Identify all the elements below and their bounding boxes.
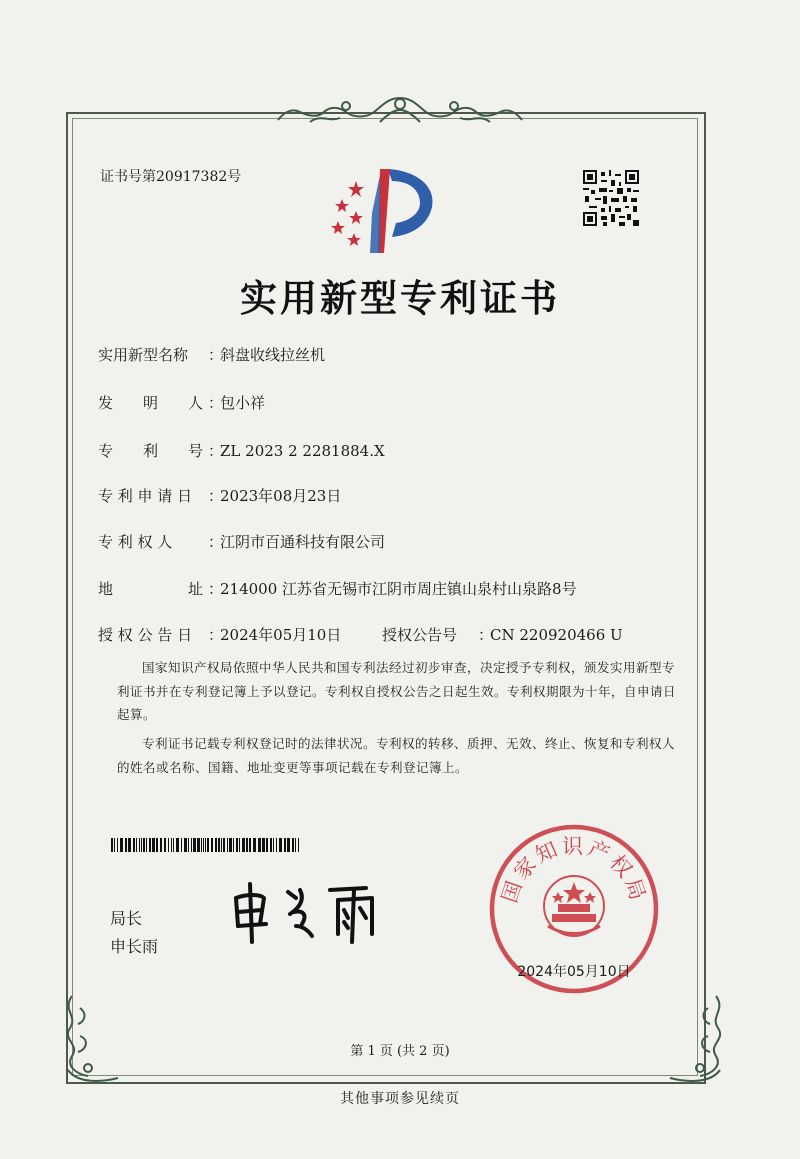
barcode-bar xyxy=(146,838,147,852)
field-label: 专 利 申 请 日 xyxy=(98,487,193,505)
seal-date: 2024年05月10日 xyxy=(517,964,631,980)
barcode-bar xyxy=(258,838,261,852)
statement-paragraph-2: 专利证书记载专利权登记时的法律状况。专利权的转移、质押、无效、终止、恢复和专利权人的姓名或名称、国籍、地址变更等事项记载在专利登记簿上。 xyxy=(117,736,676,775)
barcode-bar xyxy=(184,838,187,852)
barcode-bar xyxy=(173,838,174,852)
barcode-bar xyxy=(111,838,113,852)
barcode-bar xyxy=(125,838,127,852)
barcode-bar xyxy=(171,838,172,852)
field-application-date xyxy=(98,485,341,506)
barcode-bar xyxy=(128,838,131,852)
barcode-bar xyxy=(205,838,206,852)
barcode-bar xyxy=(176,838,179,852)
field-patent-number xyxy=(98,440,385,461)
certificate-number: 证书号第20917382号 xyxy=(100,169,242,185)
barcode-bar xyxy=(143,838,145,852)
cnipa-logo-icon xyxy=(326,163,438,255)
barcode-bar xyxy=(164,838,166,852)
field-value: 214000 江苏省无锡市江阴市周庄镇山泉村山泉路8号 xyxy=(220,580,577,598)
statement-paragraph-1: 国家知识产权局依照中华人民共和国专利法经过初步审查，决定授予专利权，颁发实用新型专利证书并在专利登记簿上予以登记。专利权自授权公告之日起生效。专利权期限为十年，自申请日起算。 xyxy=(117,660,677,722)
field-value: 斜盘收线拉丝机 xyxy=(220,346,326,364)
barcode-bar xyxy=(197,838,200,852)
barcode-bar xyxy=(149,838,151,852)
barcode-bar xyxy=(156,838,158,852)
field-colon: ： xyxy=(208,487,224,505)
field-utility-model-name xyxy=(98,344,325,365)
barcode-bar xyxy=(233,838,234,852)
barcode-bar xyxy=(287,838,290,852)
barcode-bar xyxy=(295,838,296,852)
barcode-bar xyxy=(215,838,217,852)
barcode-bar xyxy=(203,838,204,852)
barcode-bar xyxy=(270,838,272,852)
barcode-bar xyxy=(273,838,274,852)
barcode-bar xyxy=(207,838,209,852)
barcode-bar xyxy=(211,838,213,852)
footer-note: 其他事项参见续页 xyxy=(340,1091,460,1107)
barcode-bar xyxy=(168,838,169,852)
field-colon: ： xyxy=(208,580,224,598)
field-colon: ： xyxy=(478,626,494,644)
barcode-bar xyxy=(221,838,222,852)
page-number: 第 1 页 (共 2 页) xyxy=(350,1044,450,1059)
barcode-bar xyxy=(181,838,182,852)
field-colon: ： xyxy=(208,533,224,551)
field-label: 地 址 xyxy=(98,580,204,598)
field-value: 包小祥 xyxy=(220,394,266,412)
barcode-bar xyxy=(236,838,238,852)
field-grant-date xyxy=(98,624,341,645)
barcode-bar xyxy=(279,838,282,852)
barcode-bar xyxy=(136,838,137,852)
barcode-bar xyxy=(120,838,123,852)
field-label: 专 利 号 xyxy=(98,442,204,460)
barcode-bar xyxy=(242,838,245,852)
barcode-bar xyxy=(227,838,228,852)
field-value: ZL 2023 2 2281884.X xyxy=(220,442,385,460)
barcode-bar xyxy=(152,838,155,852)
field-value: 江阴市百通科技有限公司 xyxy=(220,533,386,551)
barcode-bar xyxy=(117,838,118,852)
barcode-bar xyxy=(262,838,265,852)
barcode-bar xyxy=(246,838,248,852)
field-label: 实用新型名称 xyxy=(98,346,189,364)
official-seal-icon xyxy=(487,822,661,996)
barcode-bar xyxy=(191,838,192,852)
field-label: 授 权 公 告 日 xyxy=(98,626,193,644)
barcode-bar xyxy=(188,838,189,852)
field-value: 2024年05月10日 xyxy=(220,626,342,644)
qr-code-icon xyxy=(583,170,639,226)
signatory-name: 申长雨 xyxy=(110,937,159,956)
field-label: 发 明 人 xyxy=(98,394,204,412)
field-colon: ： xyxy=(208,626,224,644)
field-label: 专 利 权 人 xyxy=(98,533,173,551)
barcode-bar xyxy=(141,838,142,852)
field-colon: ： xyxy=(208,394,224,412)
barcode-bar xyxy=(239,838,240,852)
barcode-bar xyxy=(160,838,162,852)
barcode-bar xyxy=(223,838,225,852)
barcode-bar xyxy=(114,838,115,852)
field-colon: ： xyxy=(208,346,224,364)
top-ornament-icon xyxy=(270,92,530,132)
field-value: 2023年08月23日 xyxy=(220,487,342,505)
field-address xyxy=(98,578,577,599)
barcode-bar xyxy=(298,838,299,852)
barcode-bar xyxy=(292,838,294,852)
field-label: 授权公告号 xyxy=(382,626,458,644)
barcode-bar xyxy=(218,838,220,852)
barcode-bar xyxy=(249,838,251,852)
handwritten-signature-icon xyxy=(226,876,396,946)
barcode-bar xyxy=(201,838,202,852)
barcode-bar xyxy=(276,838,277,852)
barcode-bar xyxy=(139,838,140,852)
barcode-icon xyxy=(111,838,301,852)
field-inventor xyxy=(98,392,265,413)
barcode-bar xyxy=(193,838,196,852)
field-grant-number xyxy=(382,624,623,645)
barcode-bar xyxy=(133,838,135,852)
seal-text: 国家知识产权局 xyxy=(497,834,651,906)
barcode-bar xyxy=(253,838,256,852)
field-patent-holder xyxy=(98,531,385,552)
signatory-title: 局长 xyxy=(110,909,143,928)
barcode-bar xyxy=(229,838,232,852)
field-value: CN 220920466 U xyxy=(490,626,623,644)
barcode-bar xyxy=(266,838,268,852)
certificate-title: 实用新型专利证书 xyxy=(240,277,560,320)
field-colon: ： xyxy=(208,442,224,460)
barcode-bar xyxy=(284,838,286,852)
